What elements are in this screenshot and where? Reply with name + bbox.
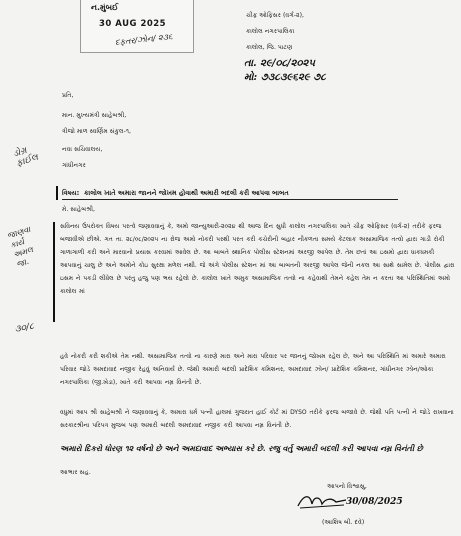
- margin-note-3: ૩૦/૮: [14, 321, 35, 335]
- stamp-date: 30 AUG 2025: [99, 19, 167, 29]
- stamp-line1: ન.મુંબઈ: [91, 3, 119, 12]
- signoff-name: (આશિષ બી. દવે): [322, 519, 365, 526]
- paragraph-1: સવિનય ઉપરોક્ત વિષય પરત્વે જણાવવાનું કે, અમો જાન્યુઆરી-૨૦૨૪ થી આજ દિન સુધી કાલોલ નગરપાલિકા ખાતે ચીફ ઓફિસર (વર્ગ-૨) તરીકે ફરજ બજાવીએ છીએ. ગત તા. ૨૮/૦૮/૨૦૨૫ ના રોજ અમો નોકરી પરથી પરત કરી કચેરીની બહાર નીકળતા સમયે કેટલાક અસામાજિક તત્વો દ્વારા ગાડી રોકી ગાળાગાળી કરી અને મારવાનો પ્રયાસ કરવામાં આવેલ છે. આ બાબતે સ્થાનિક પોલીસ સ્ટેશનમાં અરજી આપેલ છે. તેમ છતાં આ ઇસમો દ્વારા ધાકધમકી આપવાનું ચાલુ છે અને અમોને કોઇ સુરક્ષા મળેલ નથી. જે અંગે પોલીસ સ્ટેશન માં આ બાબતની અરજી આપેલ જેની નકલ આ સાથે સામેલ છે. પોલીસ દ્વારા ઇસમ ને પકડી લીધેલ છે પરંતુ હજુ પણ ભય રહેલો છે. કાલોલ ખાતે અમુક અસામાજિક તત્વો ના કહેવાથી તેમને કહેલ તેમ ન કરતા આ પરિસ્થિતિમાં અમો કાલોલ માં: [60, 223, 455, 295]
- margin-note-2: જાણવા કાર્ય અમલ જા.: [6, 224, 35, 270]
- closing: આભાર સહ.: [60, 469, 91, 476]
- signoff-faithfully: આપનો વિશ્વાસુ,: [327, 483, 367, 490]
- recipient-city: ગાંધીનગર: [62, 162, 86, 169]
- sender-date: તા. ૨૯/૦૮/૨૦૨૫: [244, 58, 315, 69]
- subject-text: કાલોલ ખાતે અમારા જાનને જોખમ હોવાથી અમારી બદલી કરી આપવા બાબત: [84, 189, 289, 197]
- paragraph-2: હવે નોકરી કરી શકીએ તેમ નથી. અસામાજિક તત્વો ના કારણે મારા અને મારા પરિવાર પર જાનનું જોખમ રહેલ છે, અને આ પરિસ્થિતિ માં અમારે અમારા પરિવાર જોડે અમદાવાદ નજીક રેહવું અનિવાર્ય છે. જેથી અમારી બદલી પ્રાદેશિક કમિશનર, અમદાવાદ ઝોન/ પ્રાદેશિક કમિશનર, ગાંધીનગર ઝોન/ઓકા નગરપાલિકા (જી.ખેડા), ખાતે કરી આપવા નમ્ર વિનંતી છે.: [60, 353, 446, 386]
- sender-office: કાલોલ નગરપાલિકા: [246, 28, 295, 35]
- subject-label: વિષય:: [62, 189, 80, 197]
- signature: [296, 492, 348, 510]
- signoff-date: 30/08/2025: [346, 497, 403, 507]
- sender-mobile: મો: ૭૩૮૩૯૬૨૯ ૭૮: [244, 72, 326, 83]
- salutation: મે. સાહેબશ્રી,: [62, 206, 95, 213]
- recipient-prefix: પ્રતિ,: [62, 92, 74, 99]
- paragraph-3-typed: વધુમાં આપ શ્રી સાહેબશ્રી ને જણાવવાનું કે, અમારા ધર્મ પત્ની હાલમાં ગુજરાત હાઈ કોર્ટ માં DYSO તરીકે ફરજ બજાવે છે. જેથી પતિ પત્ની ને જોડે રાખવાના સરકારશ્રીના પરિપત્ર મુજબ પણ અમારી બદલી અમદાવાદ નજીક કરી આપવા નમ્ર વિનંતી છે.: [60, 409, 454, 429]
- recipient-name: માન. મુખ્યમંત્રી સાહેબશ્રી,: [62, 112, 127, 119]
- recipient-address2: નવા સચિવાલય,: [62, 146, 103, 153]
- paragraph-margin-bar: [53, 222, 55, 322]
- sender-designation: ચીફ ઓફિસર (વર્ગ-૨),: [246, 12, 304, 19]
- subject-margin-bar: [56, 186, 58, 200]
- subject-underline: [62, 199, 398, 200]
- recipient-address1: ત્રીજો માળ સ્વર્ણિમ સંકુલ-૧,: [62, 128, 131, 135]
- sender-district: કાલોલ, જિ. પાટણ: [246, 44, 293, 51]
- stamp-number: દફતર/ઝોન/ ૨૩૬: [114, 32, 173, 47]
- margin-note-1: ડોગ્ર ફાઈલ: [12, 145, 40, 170]
- inward-stamp: [80, 0, 194, 53]
- paragraph-3-handwritten: અમારો દિકરો ધોરણ ૧૨ વર્ષનો છે અને અમદાવાદ અભ્યાસ કરે છે. રજુ વર્તુ અમારી બદલી કરી આપવા નમ્ર વિનંતી છે: [60, 444, 423, 453]
